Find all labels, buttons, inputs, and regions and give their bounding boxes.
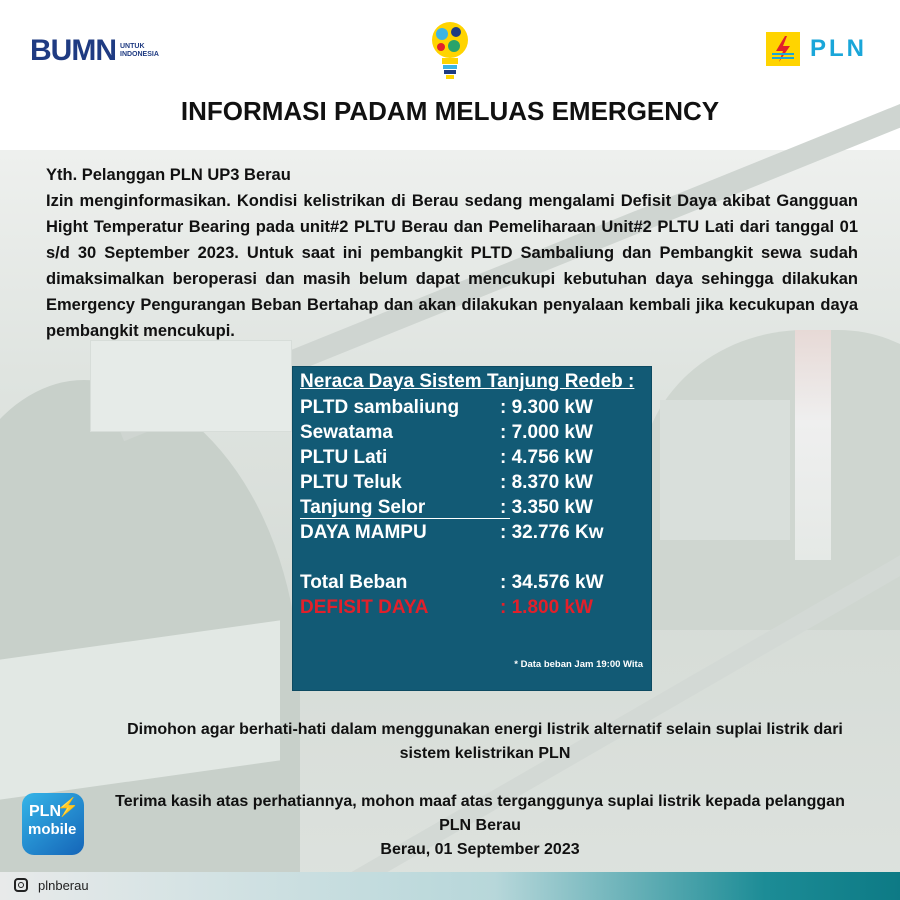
power-row — [300, 422, 640, 447]
announcement-text — [46, 162, 858, 344]
pln-logo-text: PLN — [810, 35, 867, 62]
deficit-value: : 1.800 kW — [500, 597, 593, 618]
thanks-text: Terima kasih atas perhatiannya, mohon maaf atas terganggunya suplai listrik kepada pelanggan PLN Berau — [115, 793, 845, 834]
power-source-value: : 9.300 kW — [500, 397, 593, 418]
power-source-label: PLTU Teluk — [300, 472, 402, 493]
panel-title: Neraca Daya Sistem Tanjung Redeb : — [300, 371, 635, 392]
power-source-label: PLTD sambaliung — [300, 397, 460, 418]
power-source-label: Sewatama — [300, 422, 393, 443]
footer-bar — [0, 872, 900, 900]
power-row — [300, 447, 640, 472]
power-source-label: PLTU Lati — [300, 447, 388, 468]
total-load-label: Total Beban — [300, 572, 408, 593]
bumn-logo — [30, 36, 159, 66]
power-source-value: : 7.000 kW — [500, 422, 593, 443]
instagram-handle: plnberau — [38, 878, 89, 893]
capacity-label: DAYA MAMPU — [300, 522, 427, 543]
power-balance-panel — [292, 366, 652, 691]
pln-logo — [766, 32, 867, 66]
power-source-value: : 3.350 kW — [500, 497, 593, 518]
deficit-label: DEFISIT DAYA — [300, 597, 429, 618]
date-line: Berau, 01 September 2023 — [380, 841, 580, 858]
announcement-body: Izin menginformasikan. Kondisi kelistrikan di Berau sedang mengalami Defisit Daya akibat Gangguan Hight Temperatur Bearing pada unit#2 PLTU Berau dan Pemeliharaan Unit#2 PLTU Lati dari tanggal 01 s/d 30 September 2023. Untuk saat ini pembangkit PLTD Sambaliung dan Pembangkit sewa sudah dimaksimalkan beroperasi dan masih belum dapat mencukupi kebutuhan daya sehingga dilakukan Emergency Pengurangan Beban Bertahap dan akan dilakukan penyalaan kembali jika kecukupan daya pembangkit mencukupi. — [46, 192, 858, 340]
greeting: Yth. Pelanggan PLN UP3 Berau — [46, 166, 291, 184]
pln-bolt-icon — [766, 32, 800, 66]
page-title: INFORMASI PADAM MELUAS EMERGENCY — [180, 96, 720, 126]
capacity-row — [300, 522, 640, 547]
power-source-label: Tanjung Selor — [300, 497, 426, 518]
data-note: * Data beban Jam 19:00 Wita — [514, 659, 643, 670]
instagram-icon — [14, 878, 28, 892]
power-row — [300, 397, 640, 422]
deficit-row — [300, 597, 640, 622]
power-source-value: : 4.756 kW — [500, 447, 593, 468]
pln-mobile-app-icon: ⚡ PLN mobile — [22, 793, 84, 855]
power-row — [300, 472, 640, 497]
sum-divider — [300, 518, 510, 519]
closing-text — [110, 790, 850, 862]
bumn-logo-text: BUMN — [30, 34, 116, 67]
capacity-value: : 32.776 Kw — [500, 522, 604, 543]
total-load-value: : 34.576 kW — [500, 572, 604, 593]
lightbulb-icon — [426, 18, 474, 82]
power-source-value: : 8.370 kW — [500, 472, 593, 493]
advice-text: Dimohon agar berhati-hati dalam menggunakan energi listrik alternatif selain suplai listrik dari sistem kelistrikan PLN — [127, 721, 843, 762]
total-load-row — [300, 572, 640, 597]
lightning-icon: ⚡ — [56, 797, 79, 817]
bumn-logo-subtitle: UNTUK INDONESIA — [120, 43, 159, 58]
